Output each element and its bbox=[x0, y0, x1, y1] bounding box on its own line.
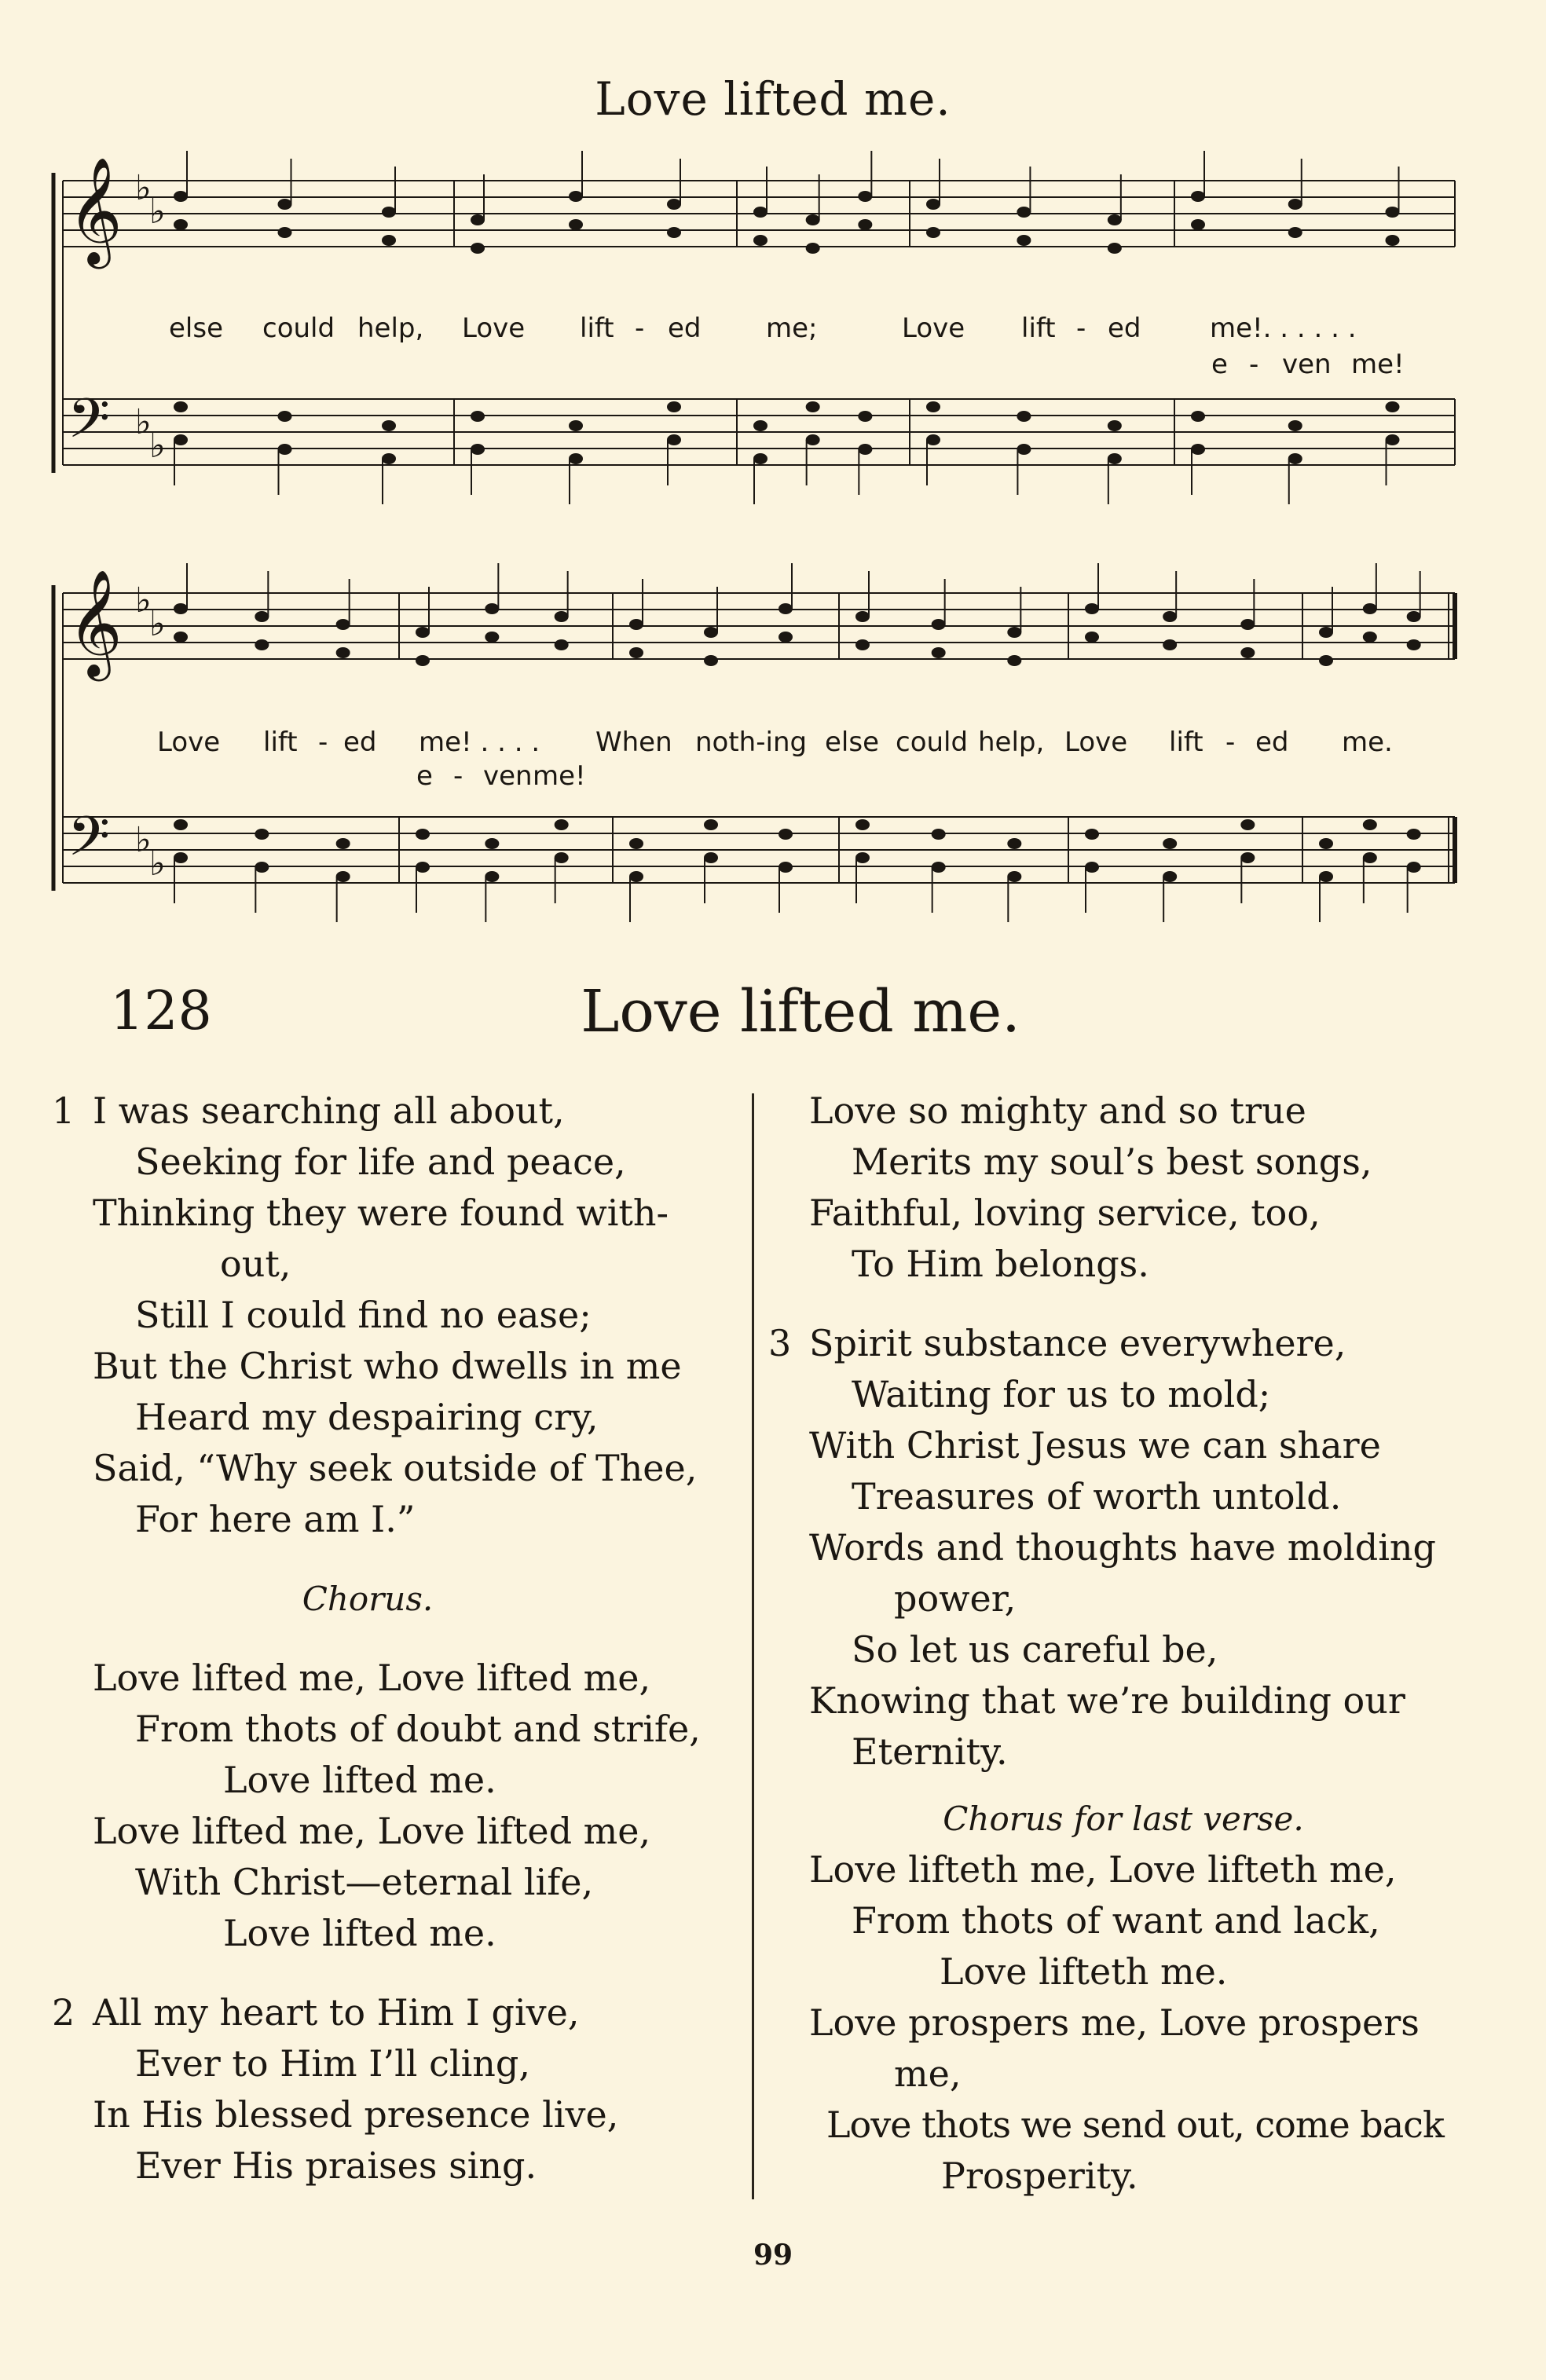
chorus-line: Love lifted me. bbox=[223, 1759, 496, 1801]
flat-sign: ♭ bbox=[135, 402, 152, 442]
notehead bbox=[1108, 453, 1122, 464]
notehead bbox=[569, 219, 583, 230]
verse-line: Said, “Why seek outside of Thee, bbox=[93, 1447, 698, 1489]
notehead bbox=[855, 852, 870, 863]
notehead bbox=[174, 852, 188, 863]
notehead bbox=[1407, 829, 1421, 840]
notehead bbox=[416, 655, 430, 666]
verse-line: Love so mighty and so true bbox=[809, 1089, 1306, 1132]
notehead bbox=[416, 627, 430, 638]
notehead bbox=[1191, 191, 1205, 202]
notehead bbox=[1163, 639, 1177, 650]
notehead bbox=[485, 632, 499, 643]
page-number: 99 bbox=[753, 2239, 793, 2272]
verse-line: Waiting for us to mold; bbox=[852, 1373, 1271, 1415]
notehead bbox=[1085, 603, 1099, 614]
notehead bbox=[255, 611, 269, 622]
notehead bbox=[1407, 862, 1421, 873]
notehead bbox=[753, 235, 768, 246]
notehead bbox=[1191, 444, 1205, 455]
chorus-line: Love lifted me, Love lifted me, bbox=[93, 1657, 651, 1699]
notehead bbox=[471, 444, 485, 455]
chorus-line: Love thots we send out, come back bbox=[826, 2104, 1444, 2146]
verse-line: Ever to Him I’ll cling, bbox=[135, 2042, 530, 2085]
notehead bbox=[806, 401, 820, 412]
notehead bbox=[926, 434, 940, 445]
notehead bbox=[667, 227, 681, 238]
notehead bbox=[555, 611, 569, 622]
notehead bbox=[255, 829, 269, 840]
chorus-line: From thots of doubt and strife, bbox=[135, 1708, 701, 1750]
flat-sign: ♭ bbox=[149, 604, 166, 644]
notehead bbox=[855, 639, 870, 650]
lyric-syllable: lift bbox=[1169, 727, 1203, 758]
lyric-syllable: help, bbox=[357, 313, 424, 344]
lyric-syllable: - bbox=[318, 727, 328, 758]
notehead bbox=[1240, 852, 1255, 863]
notehead bbox=[704, 627, 718, 638]
notehead bbox=[1017, 235, 1031, 246]
notehead bbox=[1288, 453, 1302, 464]
lyric-syllable: help, bbox=[978, 727, 1045, 758]
verse-number: 3 bbox=[768, 1322, 792, 1364]
notehead bbox=[704, 819, 718, 830]
chorus-line: Love lifted me, Love lifted me, bbox=[93, 1810, 651, 1852]
notehead bbox=[1017, 207, 1031, 218]
flat-sign: ♭ bbox=[149, 844, 166, 884]
notehead bbox=[278, 444, 292, 455]
notehead bbox=[926, 199, 940, 210]
notehead bbox=[416, 862, 430, 873]
lyric-alt-syllable: ven bbox=[1282, 349, 1332, 380]
verse-line: For here am I.” bbox=[135, 1498, 416, 1540]
notehead bbox=[778, 829, 793, 840]
notehead bbox=[704, 852, 718, 863]
notehead bbox=[555, 639, 569, 650]
notehead bbox=[1319, 871, 1333, 882]
notehead bbox=[667, 434, 681, 445]
notehead bbox=[1288, 199, 1302, 210]
notehead bbox=[1240, 647, 1255, 658]
notehead bbox=[1108, 420, 1122, 431]
notehead bbox=[1288, 420, 1302, 431]
notehead bbox=[471, 243, 485, 254]
notehead bbox=[926, 227, 940, 238]
notehead bbox=[1007, 627, 1021, 638]
notehead bbox=[174, 219, 188, 230]
notehead bbox=[1386, 207, 1400, 218]
notehead bbox=[704, 655, 718, 666]
notehead bbox=[1085, 829, 1099, 840]
lyric-alt-syllable: e bbox=[416, 760, 433, 792]
treble-clef: 𝄞 bbox=[68, 156, 123, 264]
verse-line: To Him belongs. bbox=[852, 1243, 1149, 1285]
chorus-line: Prosperity. bbox=[941, 2155, 1138, 2197]
notehead bbox=[1007, 655, 1021, 666]
lyric-syllable: When bbox=[595, 727, 672, 758]
notehead bbox=[278, 411, 292, 422]
hymn-title: Love lifted me. bbox=[581, 978, 1020, 1045]
notehead bbox=[278, 227, 292, 238]
verse-line: But the Christ who dwells in me bbox=[93, 1345, 682, 1387]
notehead bbox=[1363, 603, 1377, 614]
notehead bbox=[485, 871, 499, 882]
verse-line: Faithful, loving service, too, bbox=[809, 1192, 1321, 1234]
notehead bbox=[932, 862, 946, 873]
notehead bbox=[1319, 655, 1333, 666]
notehead bbox=[1007, 838, 1021, 849]
notehead bbox=[1386, 235, 1400, 246]
notehead bbox=[1363, 632, 1377, 643]
notehead bbox=[855, 611, 870, 622]
verse-number: 1 bbox=[52, 1089, 75, 1132]
verse-line: Thinking they were found with- bbox=[93, 1192, 669, 1234]
verse-line: Ever His praises sing. bbox=[135, 2144, 537, 2187]
notehead bbox=[858, 411, 872, 422]
verse-line: So let us careful be, bbox=[852, 1628, 1218, 1671]
lyric-syllable: - bbox=[1225, 727, 1236, 758]
lyric-alt-syllable: - bbox=[1249, 349, 1259, 380]
treble-clef: 𝄞 bbox=[68, 568, 123, 676]
notehead bbox=[806, 434, 820, 445]
notehead bbox=[382, 207, 396, 218]
notehead bbox=[1163, 871, 1177, 882]
notehead bbox=[255, 862, 269, 873]
notehead bbox=[174, 603, 188, 614]
notehead bbox=[629, 619, 643, 630]
verse-line: Heard my despairing cry, bbox=[135, 1396, 599, 1438]
notehead bbox=[855, 819, 870, 830]
lyric-alt-syllable: - bbox=[453, 760, 463, 792]
notehead bbox=[806, 243, 820, 254]
notehead bbox=[1386, 434, 1400, 445]
notehead bbox=[1017, 411, 1031, 422]
lyric-syllable: Love bbox=[462, 313, 526, 344]
bass-clef: 𝄢 bbox=[68, 386, 111, 463]
notehead bbox=[1191, 219, 1205, 230]
notehead bbox=[753, 420, 768, 431]
notehead bbox=[174, 632, 188, 643]
lyric-syllable: could bbox=[896, 727, 969, 758]
notehead bbox=[278, 199, 292, 210]
notehead bbox=[1007, 871, 1021, 882]
notehead bbox=[336, 838, 350, 849]
notehead bbox=[858, 191, 872, 202]
lyric-syllable: me!. . . . . . bbox=[1210, 313, 1357, 344]
lyric-syllable: ed bbox=[668, 313, 702, 344]
lyric-syllable: lift bbox=[1021, 313, 1056, 344]
chorus-line: Love lifteth me, Love lifteth me, bbox=[809, 1848, 1397, 1891]
notehead bbox=[806, 214, 820, 225]
notehead bbox=[555, 819, 569, 830]
notehead bbox=[336, 871, 350, 882]
verse-line: Treasures of worth untold. bbox=[852, 1475, 1342, 1518]
lyric-syllable: lift bbox=[263, 727, 298, 758]
notehead bbox=[569, 453, 583, 464]
notehead bbox=[778, 632, 793, 643]
notehead bbox=[569, 420, 583, 431]
verse-line: Knowing that we’re building our bbox=[809, 1679, 1405, 1722]
notehead bbox=[255, 639, 269, 650]
verse-line: 3 Spirit substance everywhere, bbox=[809, 1318, 1516, 1369]
notehead bbox=[471, 411, 485, 422]
notehead bbox=[174, 819, 188, 830]
notehead bbox=[932, 829, 946, 840]
notehead bbox=[1108, 243, 1122, 254]
notehead bbox=[667, 199, 681, 210]
notehead bbox=[1288, 227, 1302, 238]
lyric-syllable: could bbox=[262, 313, 335, 344]
lyric-alt-syllable: me! bbox=[1351, 349, 1405, 380]
verse-line: 2 All my heart to Him I give, bbox=[93, 1987, 745, 2038]
notehead bbox=[629, 871, 643, 882]
notehead bbox=[1319, 627, 1333, 638]
flat-sign: ♭ bbox=[149, 426, 166, 466]
hymn-number: 128 bbox=[110, 980, 212, 1042]
notehead bbox=[778, 862, 793, 873]
column-divider bbox=[752, 1093, 754, 2199]
music-score bbox=[0, 0, 1546, 927]
music-title: Love lifted me. bbox=[595, 72, 951, 126]
flat-sign: ♭ bbox=[149, 192, 166, 232]
verse-line: Words and thoughts have molding bbox=[809, 1526, 1436, 1569]
right-column bbox=[768, 1086, 1516, 2202]
notehead bbox=[471, 214, 485, 225]
flat-sign: ♭ bbox=[135, 820, 152, 860]
notehead bbox=[926, 401, 940, 412]
notehead bbox=[1407, 611, 1421, 622]
notehead bbox=[382, 235, 396, 246]
notehead bbox=[858, 219, 872, 230]
notehead bbox=[753, 453, 768, 464]
lyric-alt-syllable: e bbox=[1211, 349, 1228, 380]
notehead bbox=[932, 647, 946, 658]
notehead bbox=[1240, 819, 1255, 830]
verse-number: 2 bbox=[52, 1991, 75, 2034]
lyric-syllable: noth-ing bbox=[695, 727, 808, 758]
lyric-syllable: - bbox=[1076, 313, 1086, 344]
notehead bbox=[1191, 411, 1205, 422]
notehead bbox=[1319, 838, 1333, 849]
lyric-syllable: me! . . . . bbox=[419, 727, 540, 758]
lyric-syllable: me; bbox=[766, 313, 818, 344]
lyric-alt-syllable: me! bbox=[533, 760, 586, 792]
notehead bbox=[174, 434, 188, 445]
notehead bbox=[382, 420, 396, 431]
notehead bbox=[1407, 639, 1421, 650]
notehead bbox=[416, 829, 430, 840]
notehead bbox=[629, 838, 643, 849]
flat-sign: ♭ bbox=[135, 168, 152, 208]
chorus-line: Love prospers me, Love prospers bbox=[809, 2001, 1420, 2044]
notehead bbox=[336, 619, 350, 630]
lyric-syllable: me. bbox=[1342, 727, 1393, 758]
notehead bbox=[336, 647, 350, 658]
left-column bbox=[52, 1086, 745, 2191]
chorus-line: me, bbox=[894, 2052, 962, 2095]
chorus-line: Love lifteth me. bbox=[940, 1950, 1228, 1993]
notehead bbox=[1240, 619, 1255, 630]
notehead bbox=[932, 619, 946, 630]
verse-line: out, bbox=[220, 1243, 291, 1285]
chorus-line: Love lifted me. bbox=[223, 1912, 496, 1954]
lyric-syllable: Love bbox=[902, 313, 965, 344]
notehead bbox=[1017, 444, 1031, 455]
lyric-syllable: else bbox=[169, 313, 223, 344]
notehead bbox=[667, 401, 681, 412]
notehead bbox=[753, 207, 768, 218]
lyric-syllable: ed bbox=[1255, 727, 1289, 758]
notehead bbox=[1108, 214, 1122, 225]
verse-line: With Christ Jesus we can share bbox=[809, 1424, 1381, 1466]
lyric-syllable: lift bbox=[580, 313, 614, 344]
notehead bbox=[382, 453, 396, 464]
notehead bbox=[485, 838, 499, 849]
chorus-label: Chorus for last verse. bbox=[943, 1800, 1304, 1838]
lyric-syllable: Love bbox=[1064, 727, 1128, 758]
notehead bbox=[1085, 862, 1099, 873]
chorus-line: With Christ—eternal life, bbox=[135, 1861, 594, 1903]
notehead bbox=[555, 852, 569, 863]
lyric-alt-syllable: ven bbox=[483, 760, 533, 792]
flat-sign: ♭ bbox=[135, 580, 152, 621]
lyric-syllable: ed bbox=[343, 727, 377, 758]
notehead bbox=[1085, 632, 1099, 643]
notehead bbox=[1363, 852, 1377, 863]
verse-line: In His blessed presence live, bbox=[93, 2093, 619, 2136]
notehead bbox=[485, 603, 499, 614]
notehead bbox=[858, 444, 872, 455]
notehead bbox=[778, 603, 793, 614]
notehead bbox=[1363, 819, 1377, 830]
lyric-syllable: else bbox=[825, 727, 879, 758]
notehead bbox=[1386, 401, 1400, 412]
bass-clef: 𝄢 bbox=[68, 804, 111, 881]
notehead bbox=[569, 191, 583, 202]
verse-line: Seeking for life and peace, bbox=[135, 1141, 626, 1183]
verse-line: Still I could find no ease; bbox=[135, 1294, 592, 1336]
lyric-syllable: - bbox=[635, 313, 645, 344]
notehead bbox=[174, 191, 188, 202]
verse-line: Eternity. bbox=[852, 1730, 1008, 1773]
chorus-line: From thots of want and lack, bbox=[852, 1899, 1380, 1942]
notehead bbox=[1163, 838, 1177, 849]
notehead bbox=[174, 401, 188, 412]
lyric-syllable: ed bbox=[1108, 313, 1141, 344]
notehead bbox=[1163, 611, 1177, 622]
lyric-syllable: Love bbox=[157, 727, 221, 758]
notehead bbox=[629, 647, 643, 658]
verse-line: Merits my soul’s best songs, bbox=[852, 1141, 1372, 1183]
chorus-label: Chorus. bbox=[302, 1580, 434, 1618]
verse-line: 1 I was searching all about, bbox=[93, 1086, 745, 1137]
verse-line: power, bbox=[894, 1577, 1017, 1620]
